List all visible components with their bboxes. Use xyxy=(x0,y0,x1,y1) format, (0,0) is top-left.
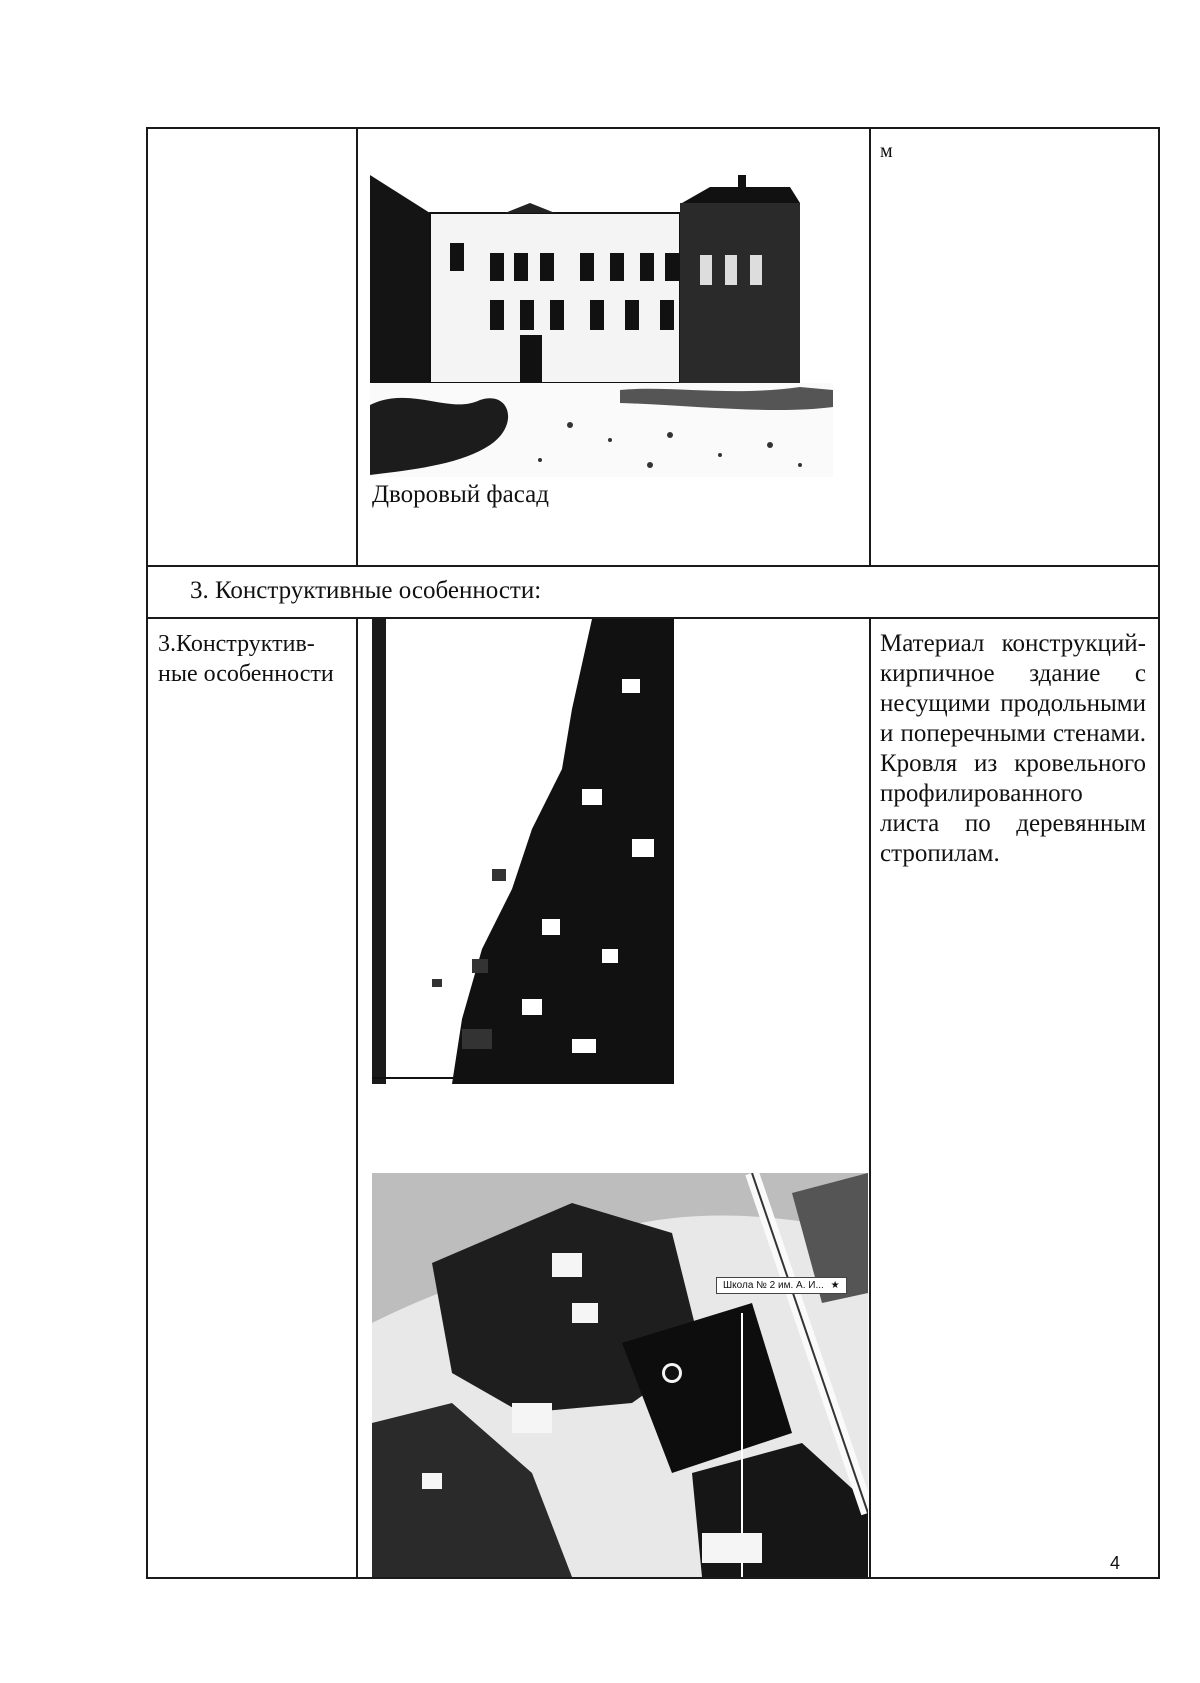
facade-photo-caption: Дворовый фасад xyxy=(372,481,549,508)
section-3-heading: 3. Конструктивные особенности: xyxy=(190,577,542,604)
star-icon[interactable]: ★ xyxy=(830,1280,840,1291)
row2-left-label: 3.Конструктив-ные особенности xyxy=(158,631,334,687)
table-border-right xyxy=(1158,127,1160,1579)
row-divider-1 xyxy=(146,565,1160,567)
row1-right-text: м xyxy=(880,140,893,162)
wall-closeup-photo xyxy=(372,619,674,1084)
table-border-left xyxy=(146,127,148,1579)
aerial-map-photo xyxy=(372,1173,868,1577)
table-border-top xyxy=(146,127,1160,129)
column-divider-2-bottom xyxy=(869,619,871,1577)
column-divider-1-top xyxy=(356,127,358,565)
row2-description: Материал конструкций- кирпичное здание с несущими продольными и поперечными стенами. Кровля из кровельного профилированного листа по деревянным стропилам. xyxy=(880,630,1146,867)
map-place-label-text: Школа № 2 им. А. И... xyxy=(723,1280,824,1291)
column-divider-1-bottom xyxy=(356,619,358,1577)
map-place-label[interactable] xyxy=(716,1277,847,1294)
page-number: 4 xyxy=(1109,1553,1120,1573)
table-border-bottom xyxy=(146,1577,1160,1579)
facade-photo xyxy=(370,175,833,477)
column-divider-2-top xyxy=(869,127,871,565)
document-table xyxy=(146,127,1160,1579)
